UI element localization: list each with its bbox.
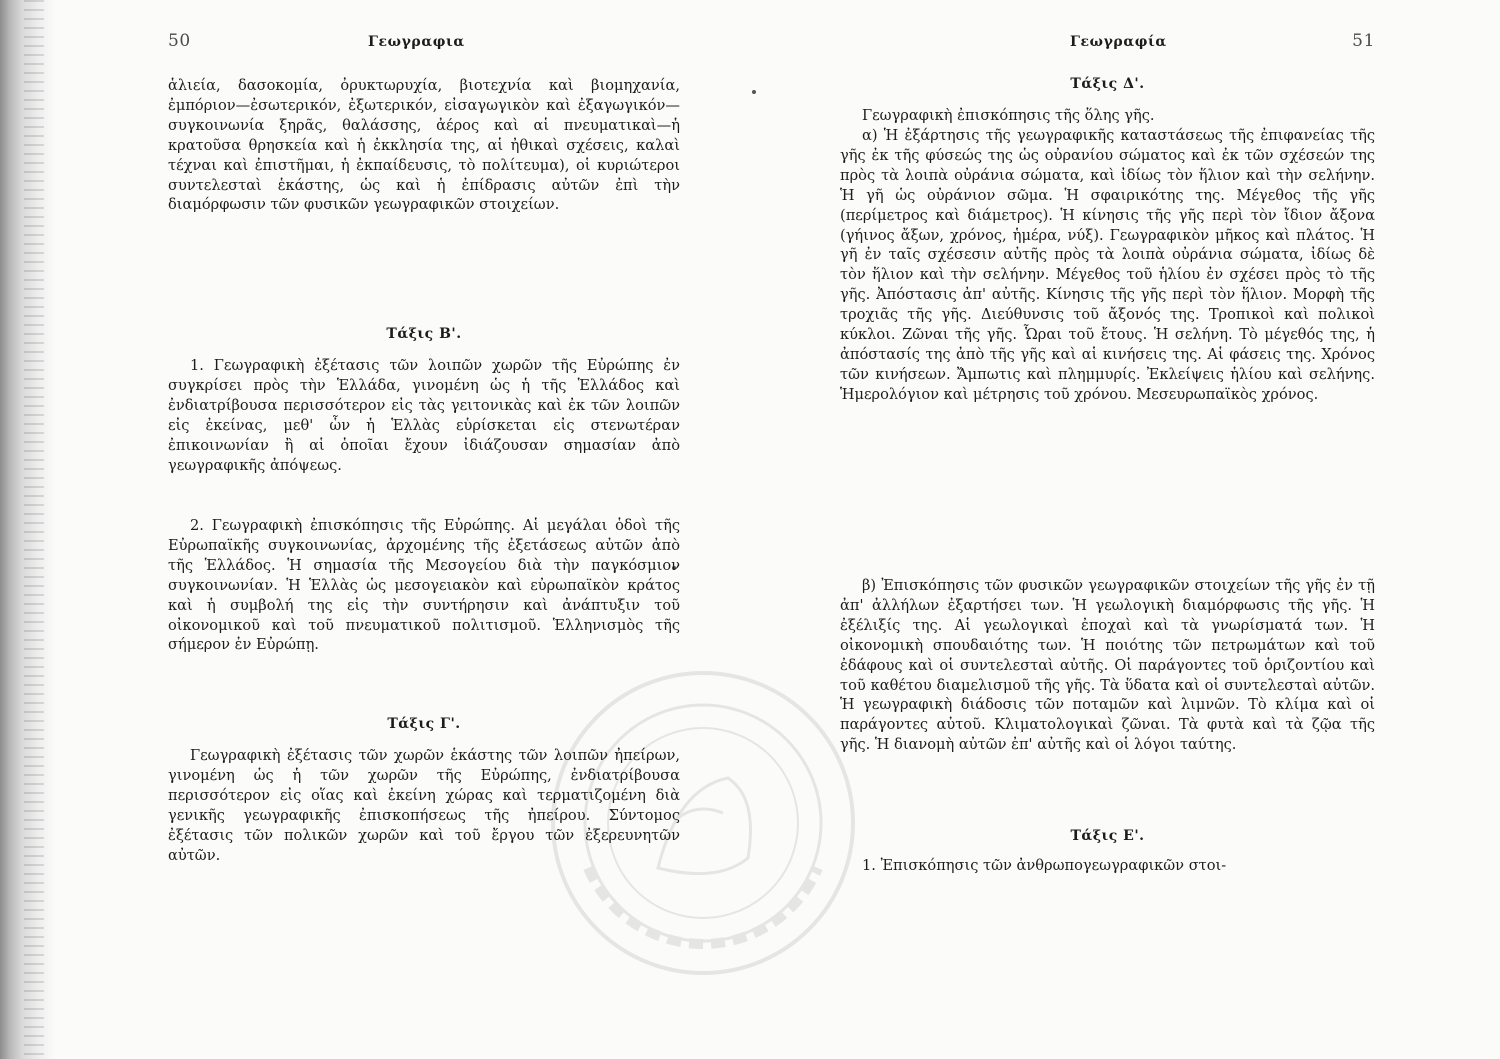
scan-dust-mark (752, 90, 756, 94)
left-running-title: Γεωγραφια (368, 34, 465, 50)
left-intro-paragraph: ἁλιεία, δασοκομία, ὀρυκτωρυχία, βιοτεχνία καὶ βιομηχανία, ἐμπόριον—ἐσωτερικόν, ἐξωτερικόν, εἰσαγωγικὸν καὶ ἐξαγωγικόν—συγκοινωνία ξηρᾶς, θαλάσσης, ἀέρος καὶ αἱ πνευματικαὶ—ἡ κρατοῦσα θρησκεία καὶ ἡ ἐκκλησία της, αἱ ἠθικαὶ σχέσεις, καλαὶ τέχναι καὶ ἐπιστῆμαι, ἡ ἐκπαίδευσις, τὸ πολίτευμα), οἱ κυριώτεροι συντελεσταὶ ἑκάστης, ὡς καὶ ἡ ἐπίδρασις αὐτῶν ἐπὶ τὴν διαμόρφωσιν τῶν φυσικῶν γεωγραφικῶν στοιχείων. (168, 77, 680, 214)
right-running-title: Γεωγραφία (1070, 34, 1167, 50)
section-heading-class-e: Τάξις Ε'. (1070, 828, 1145, 844)
class-g-paragraph: Γεωγραφικὴ ἐξέτασις τῶν χωρῶν ἑκάστης τῶν λοιπῶν ἠπείρων, γινομένη ὡς ἡ τῶν χωρῶν τῆς Εὐρώπης, ἐνδιατρίβουσα περισσότερον εἰς οἵας καὶ ἐκείνη χώρας καὶ τερματιζομένη διὰ γενικῆς γεωγραφικῆς ἐπισκοπήσεως τῆς ἠπείρου. Σύντομος ἐξέτασις τῶν πολικῶν χωρῶν καὶ τοῦ ἔργου τῶν ἐξερευνητῶν αὐτῶν. (168, 747, 680, 864)
class-e-item-1: 1. Ἐπισκόπησις τῶν ἀνθρωπογεωγραφικῶν στοι- (862, 857, 1227, 874)
class-d-item-b: β) Ἐπισκόπησις τῶν φυσικῶν γεωγραφικῶν στοιχείων τῆς γῆς ἐν τῇ ἀπ' ἀλλήλων ἐξαρτήσει των. Ἡ γεωλογικὴ διαμόρφωσις τῆς γῆς. Ἡ ἐξέλιξίς της. Αἱ γεωλογικαὶ ἐποχαὶ καὶ τὰ γνωρίσματά των. Ἡ οἰκονομικὴ σπουδαιότης των. Ἡ ποιότης τῶν πετρωμάτων καὶ τοῦ ἐδάφους καὶ οἱ συντελεσταὶ αὐτῆς. Οἱ παράγοντες τοῦ ὁριζοντίου καὶ τοῦ καθέτου διαμελισμοῦ τῆς γῆς. Τὰ ὕδατα καὶ οἱ συντελεσταὶ αὐτῶν. Ἡ γεωγραφικὴ διάδοσις τῶν ποταμῶν καὶ λιμνῶν. Τὸ κλίμα καὶ οἱ παράγοντες αὐτοῦ. Κλιματολογικαὶ ζῶναι. Τὰ φυτὰ καὶ τὰ ζῷα τῆς γῆς. Ἡ διανομὴ αὐτῶν ἐπ' αὐτῆς καὶ οἱ λόγοι ταύτης. (840, 577, 1375, 754)
left-page (168, 28, 680, 864)
right-page-number: 51 (1352, 31, 1375, 51)
class-b-item-1: 1. Γεωγραφικὴ ἐξέτασις τῶν λοιπῶν χωρῶν τῆς Εὐρώπης ἐν συγκρίσει πρὸς τὴν Ἑλλάδα, γινομένη ὡς ἡ τῆς Ἑλλάδος καὶ ἐνδιατρίβουσα περισσότερον εἰς τὰς γειτονικὰς καὶ ἐκ τῶν λοιπῶν εἰς ἐκείνας, μεθ' ὧν ἡ Ἑλλὰς εὑρίσκεται εἰς στενωτέραν ἐπικοινωνίαν ἢ αἱ ὁποῖαι ἔχουν ἰδιάζουσαν σημασίαν ἀπὸ γεωγραφικῆς ἀπόψεως. (168, 357, 680, 474)
class-b-item-2: 2. Γεωγραφικὴ ἐπισκόπησις τῆς Εὐρώπης. Αἱ μεγάλαι ὁδοὶ τῆς Εὐρωπαϊκῆς συγκοινωνίας, ἀρχομένης τῆς ἐξετάσεως αὐτῶν ἀπὸ τῆς Ἑλλάδος. Ἡ σημασία τῆς Μεσογείου διὰ τὴν παγκόσμιον συγκοινωνίαν. Ἡ Ἑλλὰς ὡς μεσογειακὸν καὶ εὐρωπαϊκὸν κράτος καὶ ἡ συμβολή της εἰς τὴν συντήρησιν καὶ ἀνάπτυξιν τοῦ οἰκονομικοῦ καὶ τοῦ πνευματικοῦ πολιτισμοῦ. Ἑλληνισμὸς τῆς σήμερον ἐν Εὐρώπῃ. (168, 517, 680, 654)
binding-scan-noise (24, 0, 44, 1059)
section-heading-class-d: Τάξις Δ'. (1070, 76, 1145, 92)
class-d-intro: Γεωγραφικὴ ἐπισκόπησις τῆς ὅλης γῆς. (862, 107, 1155, 124)
class-d-item-a: α) Ἡ ἐξάρτησις τῆς γεωγραφικῆς καταστάσεως τῆς ἐπιφανείας τῆς γῆς ἐκ τῆς φύσεώς της ὡς οὐρανίου σώματος καὶ ἐκ τῶν σχέσεών της πρὸς τὰ λοιπὰ οὐράνια σώματα, καὶ ἰδίως τὸν ἥλιον καὶ τὴν σελήνην. Ἡ γῆ ὡς οὐράνιον σῶμα. Ἡ σφαιρικότης της. Μέγεθος τῆς γῆς (περίμετρος καὶ διάμετρος). Ἡ κίνησις τῆς γῆς περὶ τὸν ἴδιον ἄξονα (γήινος ἄξων, χρόνος, ἡμέρα, νύξ). Γεωγραφικὸν μῆκος καὶ πλάτος. Ἡ γῆ ἐν ταῖς σχέσεσιν αὐτῆς πρὸς τὰ λοιπὰ οὐράνια σώματα, ἰδίως δὲ τὸν ἥλιον καὶ τὴν σελήνην. Μέγεθος τοῦ ἡλίου ἐν σχέσει πρὸς τὸ τῆς γῆς. Ἀπόστασις ἀπ' αὐτῆς. Κίνησις τῆς γῆς περὶ τὸν ἥλιον. Μορφὴ τῆς τροχιᾶς τῆς γῆς. Διεύθυνσις τοῦ ἄξονός της. Τροπικοὶ καὶ πολικοὶ κύκλοι. Ζῶναι τῆς γῆς. Ὧραι τοῦ ἔτους. Ἡ σελήνη. Τὸ μέγεθός της, ἡ ἀπόστασίς της ἀπὸ τῆς γῆς καὶ αἱ κινήσεις της. Αἱ φάσεις της. Χρόνος τῶν κινήσεων. Ἄμπωτις καὶ πλημμυρίς. Ἐκλείψεις ἡλίου καὶ σελήνης. Ἡμερολόγιον καὶ μέτρησις τοῦ χρόνου. Μεσευρωπαϊκὸς χρόνος. (840, 127, 1375, 403)
right-page (840, 28, 1375, 874)
left-page-number: 50 (168, 31, 191, 51)
right-running-head (840, 28, 1375, 58)
section-heading-class-b: Τάξις Β'. (386, 326, 462, 342)
left-running-head (168, 28, 680, 58)
section-heading-class-g: Τάξις Γ'. (387, 716, 461, 732)
